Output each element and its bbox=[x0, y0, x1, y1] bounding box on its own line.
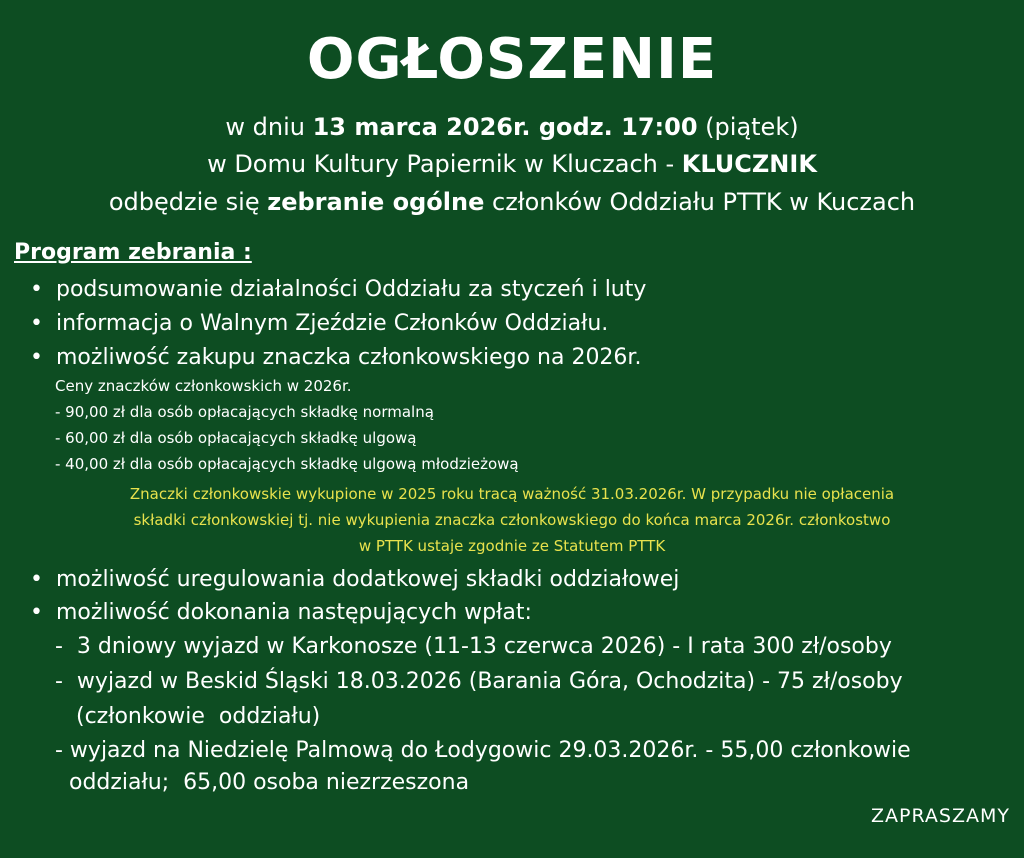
membership-notice bbox=[0, 481, 1024, 559]
intro-venue-line bbox=[0, 147, 1024, 181]
bullet-dot-icon: • bbox=[30, 345, 43, 370]
intro-line1-post: (piątek) bbox=[697, 113, 799, 141]
price-line: - 60,00 zł dla osób opłacających składkę ulgową bbox=[55, 429, 417, 447]
venue-name: KLUCZNIK bbox=[681, 150, 817, 178]
intro-line1-pre: w dniu bbox=[225, 113, 313, 141]
notice-line: składki członkowskiej tj. nie wykupienia znaczka członkowskiego do końca marca 2026r. członkostwo bbox=[133, 511, 891, 529]
program-bullet bbox=[30, 275, 646, 305]
closing-invitation: ZAPRASZAMY bbox=[871, 805, 1010, 827]
program-bullet bbox=[30, 343, 641, 373]
notice-line: Znaczki członkowskie wykupione w 2025 roku tracą ważność 31.03.2026r. W przypadku nie opłacenia bbox=[129, 485, 895, 503]
payment-line: oddziału; 65,00 osoba niezrzeszona bbox=[55, 770, 470, 795]
bullet-text: podsumowanie działalności Oddziału za styczeń i luty bbox=[56, 277, 647, 302]
prices-heading: Ceny znaczków członkowskich w 2026r. bbox=[55, 377, 352, 395]
price-line: - 90,00 zł dla osób opłacających składkę normalną bbox=[55, 403, 434, 421]
payment-line: - 3 dniowy wyjazd w Karkonosze (11-13 czerwca 2026) - I rata 300 zł/osoby bbox=[55, 634, 892, 659]
intro-line3-post: członków Oddziału PTTK w Kuczach bbox=[484, 188, 916, 216]
payment-line: (członkowie oddziału) bbox=[55, 704, 321, 729]
bullet-dot-icon: • bbox=[30, 567, 43, 592]
intro-meeting-line bbox=[0, 185, 1024, 219]
payment-line: - wyjazd na Niedzielę Palmową do Łodygowic 29.03.2026r. - 55,00 członkowie bbox=[55, 738, 911, 763]
bullet-text: informacja o Walnym Zjeździe Członków Oddziału. bbox=[56, 311, 609, 336]
payment-line: - wyjazd w Beskid Śląski 18.03.2026 (Barania Góra, Ochodzita) - 75 zł/osoby bbox=[55, 669, 903, 694]
bullet-text: możliwość dokonania następujących wpłat: bbox=[56, 600, 532, 625]
meeting-type: zebranie ogólne bbox=[267, 188, 485, 216]
announcement-title: OGŁOSZENIE bbox=[306, 27, 718, 92]
price-line: - 40,00 zł dla osób opłacających składkę ulgową młodzieżową bbox=[55, 455, 519, 473]
program-bullet bbox=[30, 598, 532, 628]
bullet-dot-icon: • bbox=[30, 277, 43, 302]
bullet-dot-icon: • bbox=[30, 600, 43, 625]
program-bullet bbox=[30, 565, 679, 595]
program-heading: Program zebrania : bbox=[14, 240, 252, 265]
meeting-datetime: 13 marca 2026r. godz. 17:00 bbox=[312, 113, 698, 141]
bullet-text: możliwość uregulowania dodatkowej składki oddziałowej bbox=[56, 567, 680, 592]
notice-line: w PTTK ustaje zgodnie ze Statutem PTTK bbox=[358, 537, 666, 555]
bullet-dot-icon: • bbox=[30, 311, 43, 336]
intro-line2-pre: w Domu Kultury Papiernik w Kluczach - bbox=[207, 150, 682, 178]
intro-date-line bbox=[0, 110, 1024, 144]
bullet-text: możliwość zakupu znaczka członkowskiego na 2026r. bbox=[56, 345, 642, 370]
intro-line3-pre: odbędzie się bbox=[108, 188, 268, 216]
program-bullet bbox=[30, 309, 608, 339]
